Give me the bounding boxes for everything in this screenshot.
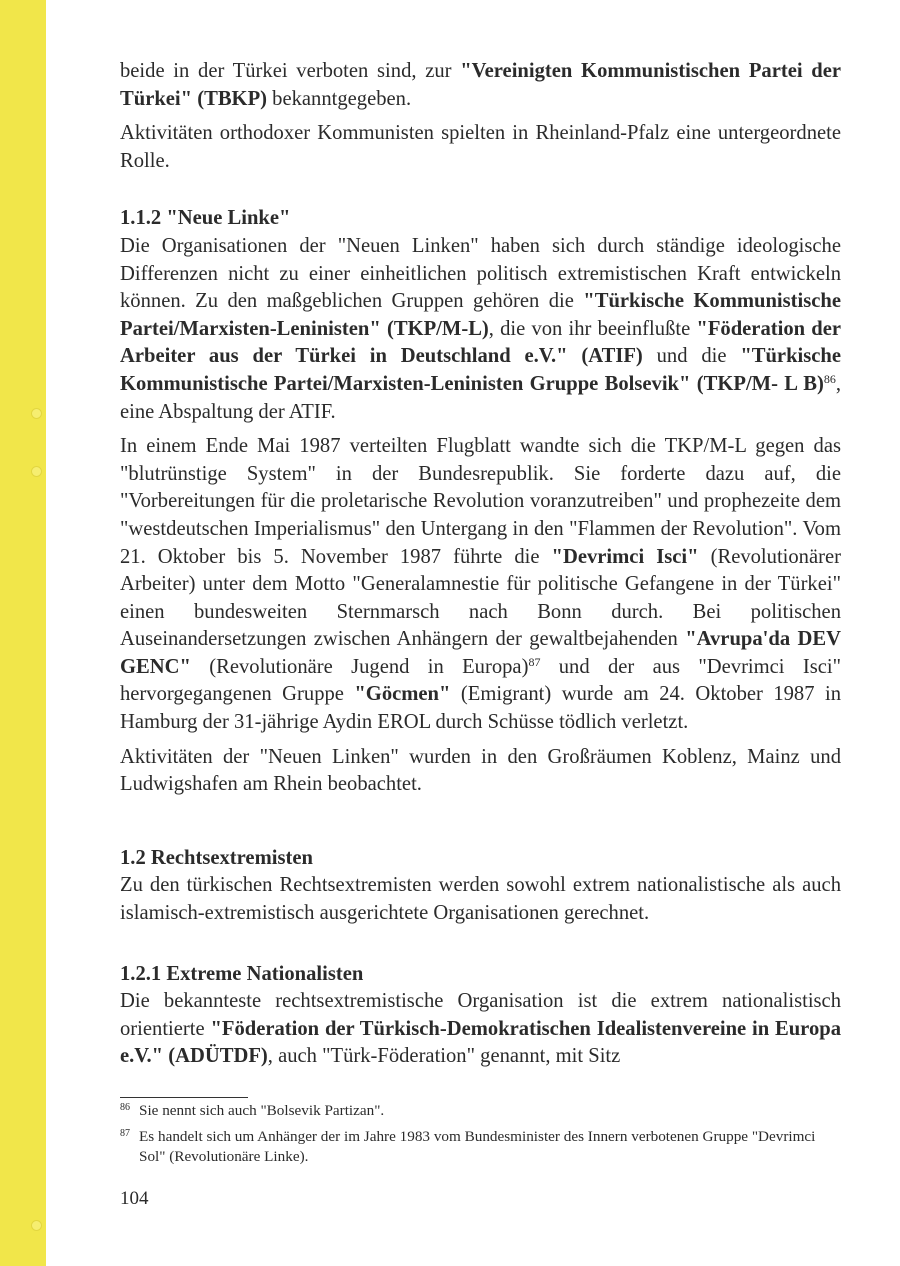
heading-nationalisten: 1.2.1 Extreme Nationalisten (120, 962, 364, 985)
binding-strip (0, 0, 46, 1266)
paragraph-rechtsextremisten: Zu den türkischen Rechtsextremisten werden sowohl extrem nationalistische als auch islamisch-extremistisch ausgerichtete Organisationen gerechnet. (120, 874, 841, 925)
page-body (120, 58, 841, 1168)
paragraph-orthodox: Aktivitäten orthodoxer Kommunisten spielten in Rheinland-Pfalz eine untergeordnete Rolle. (120, 122, 841, 172)
paragraph-flugblatt: In einem Ende Mai 1987 verteilten Flugblatt wandte sich die TKP/M-L gegen das "blutrünstige System" in der Bundesrepublik. Sie forderte dazu auf, die "Vorbereitungen für die proletarische Revolution voranzutreiben" und prophezeite dem "westdeutschen Imperialismus" den Untergang in den "Flammen der Revolution". Vom 21. Oktober bis 5. November 1987 führte die "Devrimci Isci" (Revolutionärer Arbeiter) unter dem Motto "Generalamnestie für politische Gefangene in der Türkei" einen bundesweiten Sternmarsch nach Bonn durch. Bei politischen Auseinandersetzungen zwischen Anhängern der gewaltbejahenden "Avrupa'da DEV GENC" (Revolutionäre Jugend in Europa)$^{87}$ und der aus "Devrimci Isci" hervorgegangenen Gruppe "Göcmen" (Emigrant) wurde am 24. Oktober 1987 in Hamburg der 31-jährige Aydin EROL durch Schüsse tödlich verletzt. (120, 435, 841, 734)
footnote: 87 Es handelt sich um Anhänger der im Jahre 1983 vom Bundesminister des Innern verbotenen Gruppe "Devrimci Sol" (Revolutionäre Linke). (120, 1127, 816, 1165)
paragraph-adutdf: Die bekannteste rechtsextremistische Organisation ist die extrem nationalistisch orientierte "Föderation der Türkisch-Demokratischen Idealistenvereine in Europa e.V." (ADÜTDF), auch "Türk-Föderation" genannt, mit Sitz (120, 990, 841, 1068)
heading-neue-linke: 1.1.2 "Neue Linke" (120, 207, 291, 230)
paragraph-organisations: Die Organisationen der "Neuen Linken" haben sich durch ständige ideologische Differenzen nicht zu einer einheitlichen politisch extremistischen Kraft entwickeln können. Zu den maßgeblichen Gruppen gehören die "Türkische Kommunistische Partei/Marxisten-Leninisten" (TKP/M-L), die von ihr beeinflußte "Föderation der Arbeiter aus der Türkei in Deutschland e.V." (ATIF) und die "Türkische Kommunistische Partei/Marxisten-Leninisten Gruppe Bolsevik" (TKP/M- L B)$^{86}$, eine Abspaltung der ATIF. (120, 234, 841, 423)
paragraph-continuation: beide in der Türkei verboten sind, zur "Vereinigten Kommunistischen Partei der Türkei" (TBKP) bekanntgegeben. (120, 60, 841, 110)
footnote-ref: 86 (823, 371, 836, 386)
heading-rechtsextremisten: 1.2 Rechtsextremisten (120, 846, 313, 869)
footnote: 86 Sie nennt sich auch "Bolsevik Partizan". (120, 1102, 385, 1119)
punch-hole (31, 1220, 42, 1231)
punch-hole (31, 408, 42, 419)
page-number: 104 (120, 1188, 149, 1209)
footnote-ref: 87 (528, 654, 541, 669)
paragraph-aktivitaeten: Aktivitäten der "Neuen Linken" wurden in den Großräumen Koblenz, Mainz und Ludwigshafen am Rhein beobachtet. (120, 745, 841, 796)
punch-hole (31, 466, 42, 477)
